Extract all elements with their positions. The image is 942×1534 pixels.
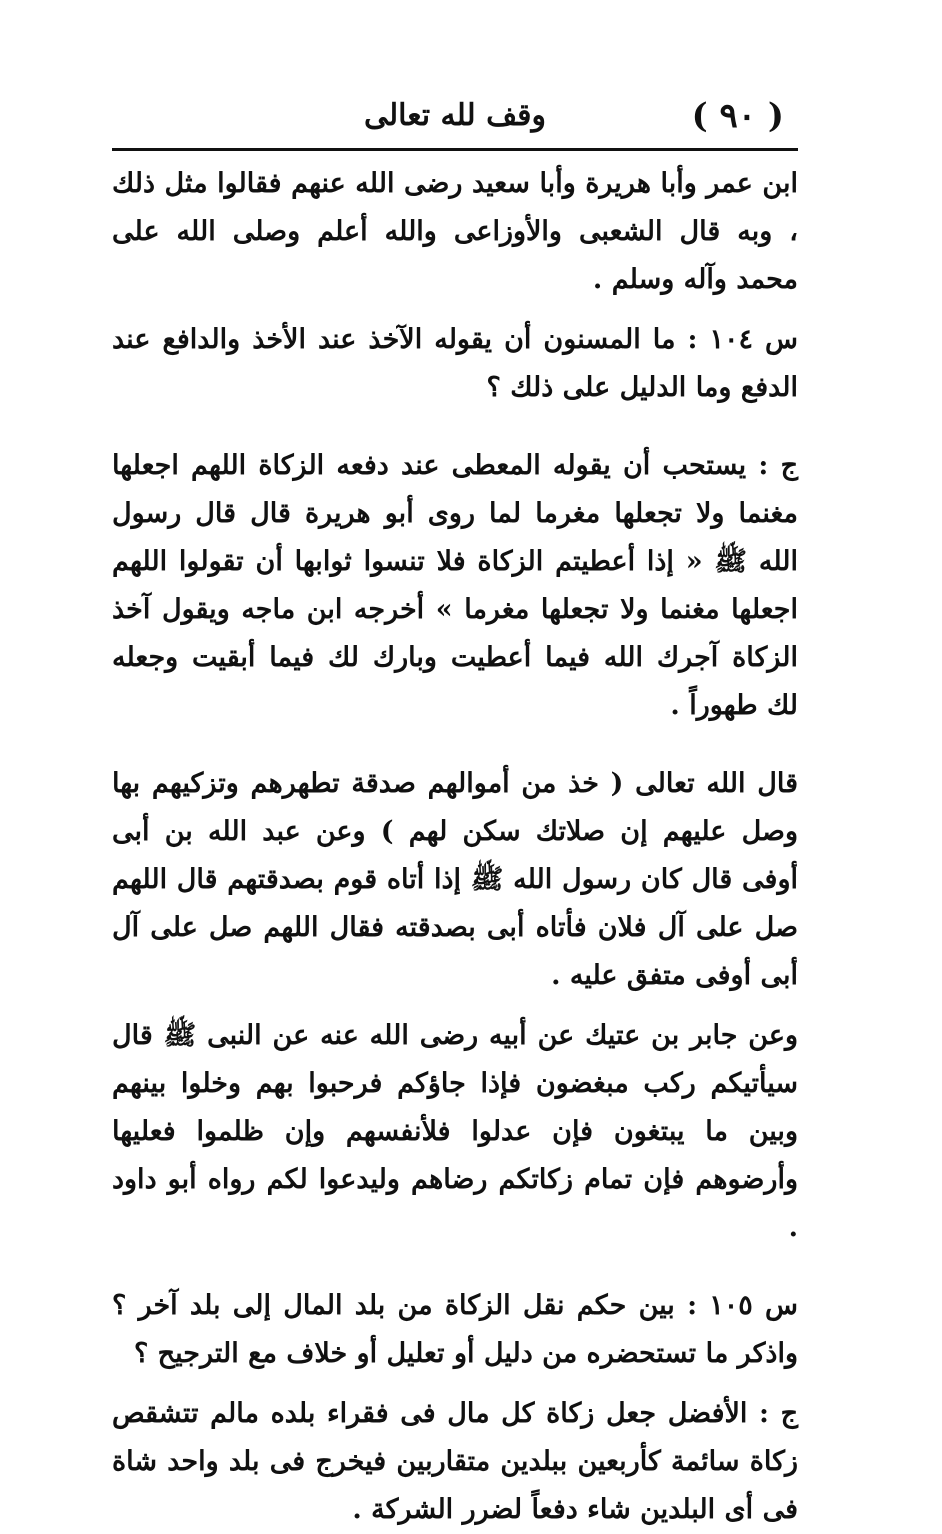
- answer-105: ج : الأفضل جعل زكاة كل مال فى فقراء بلده مالم تتشقص زكاة سائمة كأربعين ببلدين متقاربين فيخرج فى بلد واحد شاة فى أى البلدين شاء دفعاً لضرر الشركة .: [112, 1398, 798, 1525]
- header-rule: [112, 148, 798, 151]
- paragraph-continuation: ابن عمر وأبا هريرة وأبا سعيد رضى الله عنهم فقالوا مثل ذلك ، وبه قال الشعبى والأوزاعى والله أعلم وصلى الله على محمد وآله وسلم .: [112, 168, 798, 295]
- body-text: [112, 160, 798, 1534]
- question-105: س ١٠٥ : بين حكم نقل الزكاة من بلد المال إلى بلد آخر ؟ واذكر ما تستحضره من دليل أو تعليل أو خلاف مع الترجيح ؟: [112, 1290, 799, 1369]
- page-header: [112, 92, 798, 142]
- page-number: ( ٩٠ ): [691, 96, 784, 136]
- running-title: وقف لله تعالى: [363, 98, 547, 133]
- question-104: س ١٠٤ : ما المسنون أن يقوله الآخذ عند الأخذ والدافع عند الدفع وما الدليل على ذلك ؟: [112, 324, 798, 403]
- paragraph-quran-hadith: قال الله تعالى ( خذ من أموالهم صدقة تطهرهم وتزكيهم بها وصل عليهم إن صلاتك سكن لهم ) وعن عبد الله بن أبى أوفى قال كان رسول الله ﷺ إذا أتاه قوم بصدقتهم قال اللهم صل على آل فلان فأتاه أبى بصدقته فقال اللهم صل على آل أبى أوفى متفق عليه .: [112, 768, 798, 991]
- paragraph-jabir-hadith: وعن جابر بن عتيك عن أبيه رضى الله عنه عن النبى ﷺ قال سيأتيكم ركب مبغضون فإذا جاؤكم فرحبوا بهم وخلوا بينهم وبين ما يبتغون فإن عدلوا فلأنفسهم وإن ظلموا فعليها وأرضوهم فإن تمام زكاتكم رضاهم وليدعوا لكم رواه أبو داود .: [112, 1020, 798, 1243]
- answer-104: ج : يستحب أن يقوله المعطى عند دفعه الزكاة اللهم اجعلها مغنما ولا تجعلها مغرما لما روى أبو هريرة قال قال رسول الله ﷺ « إذا أعطيتم الزكاة فلا تنسوا ثوابها أن تقولوا اللهم اجعلها مغنما ولا تجعلها مغرما » أخرجه ابن ماجه ويقول آخذ الزكاة آجرك الله فيما أعطيت وبارك لك فيما أبقيت وجعله لك طهوراً .: [112, 450, 798, 721]
